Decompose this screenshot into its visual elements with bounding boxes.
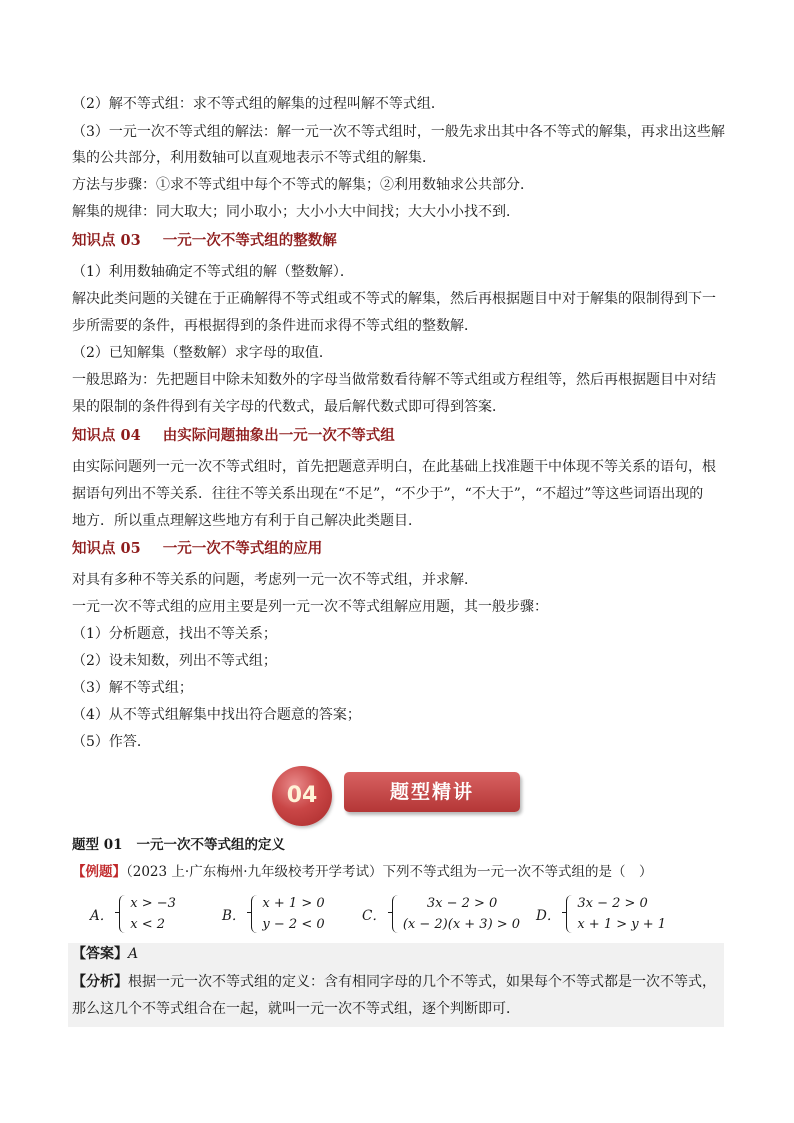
text-line: 一般思路为：先把题目中除未知数外的字母当做常数看待解不等式组或方程组等，然后再根据题目中对结 [72, 372, 716, 388]
text-line: （1）利用数轴确定不等式组的解（整数解）． [72, 264, 354, 280]
section-heading-05 [72, 539, 322, 559]
question-type-title: 一元一次不等式组的定义 [136, 837, 285, 853]
option-b [222, 892, 325, 936]
text-line: 解集的规律：同大取大；同小取小；大小小大中间找；大大小小找不到． [72, 204, 520, 220]
option-eq2: x < 2 [130, 917, 166, 932]
text-line: 由实际问题列一元一次不等式组时，首先把题意弄明白，在此基础上找准题干中体现不等关系的语句，根 [72, 459, 716, 475]
question-type-heading [72, 836, 285, 854]
option-eq2: x + 1 > y + 1 [577, 917, 667, 932]
section-code: 知识点 03 [72, 232, 141, 249]
brace-icon [392, 895, 400, 933]
option-letter: C． [362, 908, 386, 924]
text-line: 步所需要的条件，再根据得到的条件进而求得不等式组的整数解． [72, 318, 478, 334]
example-text: （2023 上·广东梅州·九年级校考开学考试）下列不等式组为一元一次不等式组的是（ ） [126, 864, 653, 880]
section-code: 知识点 04 [72, 427, 141, 444]
analysis-row-2: 那么这几个不等式组合在一起，就叫一元一次不等式组，逐个判断即可． [72, 1001, 520, 1017]
text-line: （4）从不等式组解集中找出符合题意的答案； [72, 707, 361, 723]
banner-number-badge: 04 [272, 766, 332, 826]
answer-tag: 【答案】 [72, 946, 128, 962]
text-line: （2）设未知数，列出不等式组； [72, 653, 277, 669]
option-eq2: y − 2 < 0 [262, 917, 325, 932]
section-banner [272, 766, 524, 824]
option-eq1: x + 1 > 0 [262, 896, 325, 911]
option-eq2: (x − 2)(x + 3) > 0 [402, 917, 521, 932]
option-eq1: 3x − 2 > 0 [426, 896, 498, 911]
answer-row [72, 944, 138, 964]
section-title: 由实际问题抽象出一元一次不等式组 [162, 427, 395, 444]
text-line: （1）分析题意，找出不等关系； [72, 626, 277, 642]
brace-icon [251, 895, 259, 933]
analysis-line-1: 根据一元一次不等式组的定义：含有相同字母的几个不等式，如果每个不等式都是一次不等式， [128, 974, 716, 990]
analysis-tag: 【分析】 [72, 974, 128, 990]
example-tag: 【例题】 [72, 864, 126, 880]
text-line: 方法与步骤：①求不等式组中每个不等式的解集；②利用数轴求公共部分． [72, 177, 534, 193]
option-eq1: 3x − 2 > 0 [577, 896, 648, 911]
text-line: （3）解不等式组； [72, 680, 193, 696]
text-line: 一元一次不等式组的应用主要是列一元一次不等式组解应用题，其一般步骤： [72, 599, 548, 615]
option-letter: D． [536, 908, 561, 924]
example-question [72, 862, 652, 882]
section-code: 知识点 05 [72, 540, 141, 557]
option-letter: A． [90, 908, 114, 924]
text-line: （5）作答． [72, 734, 151, 750]
option-a [90, 892, 176, 936]
text-line: （3）一元一次不等式组的解法：解一元一次不等式组时，一般先求出其中各不等式的解集，再求出这些解 [72, 124, 725, 140]
brace-icon [566, 895, 574, 933]
answer-box [68, 943, 724, 1027]
text-line: 集的公共部分，利用数轴可以直观地表示不等式组的解集． [72, 150, 436, 166]
section-title: 一元一次不等式组的整数解 [162, 232, 337, 249]
text-line: （2）解不等式组：求不等式组的解集的过程叫解不等式组． [72, 96, 445, 112]
text-line: 地方．所以重点理解这些地方有利于自己解决此类题目． [72, 513, 422, 529]
option-eq1: x > −3 [130, 896, 176, 911]
section-heading-03 [72, 231, 337, 251]
answer-value: A [128, 946, 139, 962]
section-title: 一元一次不等式组的应用 [162, 540, 323, 557]
text-line: （2）已知解集（整数解）求字母的取值． [72, 345, 333, 361]
text-line: 解决此类问题的关键在于正确解得不等式组或不等式的解集，然后再根据题目中对于解集的限制得到下一 [72, 291, 716, 307]
brace-icon [119, 895, 127, 933]
analysis-row [72, 972, 716, 992]
option-letter: B． [222, 908, 246, 924]
text-line: 果的限制的条件得到有关字母的代数式，最后解代数式即可得到答案． [72, 399, 506, 415]
question-type-number: 题型 01 [72, 837, 123, 853]
section-heading-04 [72, 426, 395, 446]
text-line: 对具有多种不等关系的问题，考虑列一元一次不等式组，并求解． [72, 572, 478, 588]
option-c [362, 892, 520, 936]
text-line: 据语句列出不等关系．往往不等关系出现在“不足”，“不少于”，“不大于”，“不超过”等这些词语出现的 [72, 486, 704, 502]
banner-label: 题型精讲 [344, 772, 520, 812]
option-d [536, 892, 666, 936]
